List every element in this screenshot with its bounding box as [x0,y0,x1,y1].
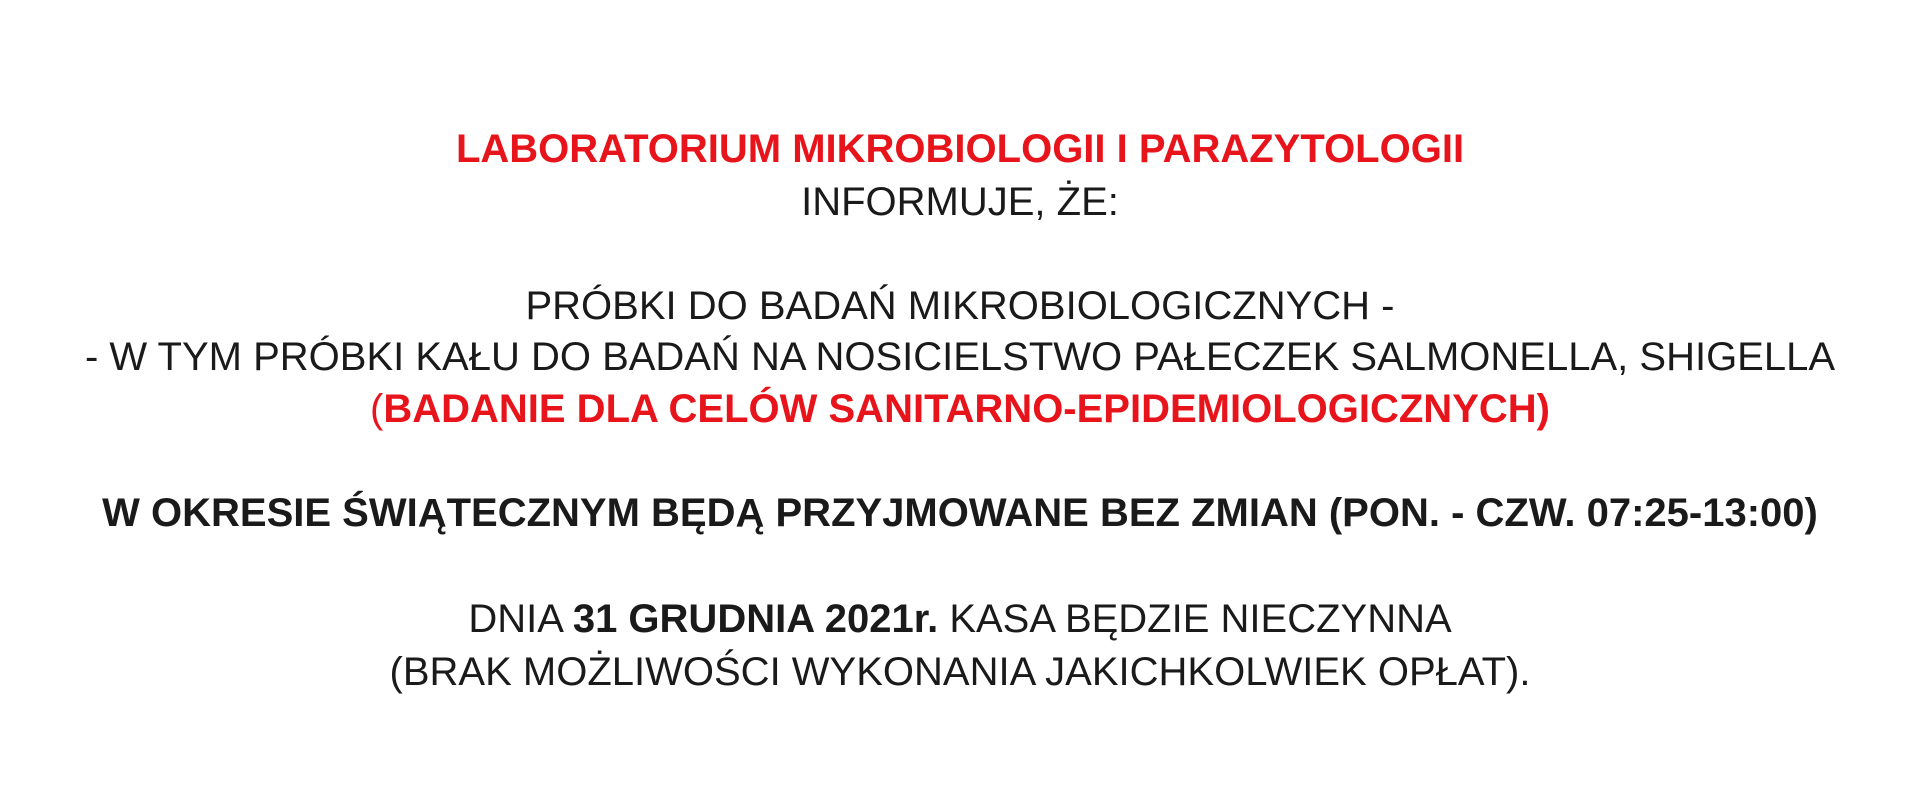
holiday-hours-line: W OKRESIE ŚWIĄTECZNYM BĘDĄ PRZYJMOWANE BEZ ZMIAN (PON. - CZW. 07:25-13:00) [102,491,1818,535]
samples-line-1: PRÓBKI DO BADAŃ MIKROBIOLOGICZNYCH - [525,284,1395,328]
intro-text: INFORMUJE, ŻE: [801,180,1119,224]
samples-paren-open: ( [370,387,384,431]
sanitary-purpose-text: BADANIE DLA CELÓW SANITARNO-EPIDEMIOLOGICZNYCH) [383,387,1550,431]
cashier-date: 31 GRUDNIA 2021r. [572,597,939,641]
samples-line-3 [0,385,1920,433]
cashier-prefix: DNIA [468,597,562,641]
lab-title: LABORATORIUM MIKROBIOLOGII I PARAZYTOLOGII [455,127,1465,171]
cashier-suffix: KASA BĘDZIE NIECZYNNA [949,597,1452,641]
samples-line-2: - W TYM PRÓBKI KAŁU DO BADAŃ NA NOSICIELSTWO PAŁECZEK SALMONELLA, SHIGELLA [84,335,1836,379]
cashier-note: (BRAK MOŻLIWOŚCI WYKONANIA JAKICHKOLWIEK OPŁAT). [389,650,1531,694]
cashier-line [0,595,1920,643]
